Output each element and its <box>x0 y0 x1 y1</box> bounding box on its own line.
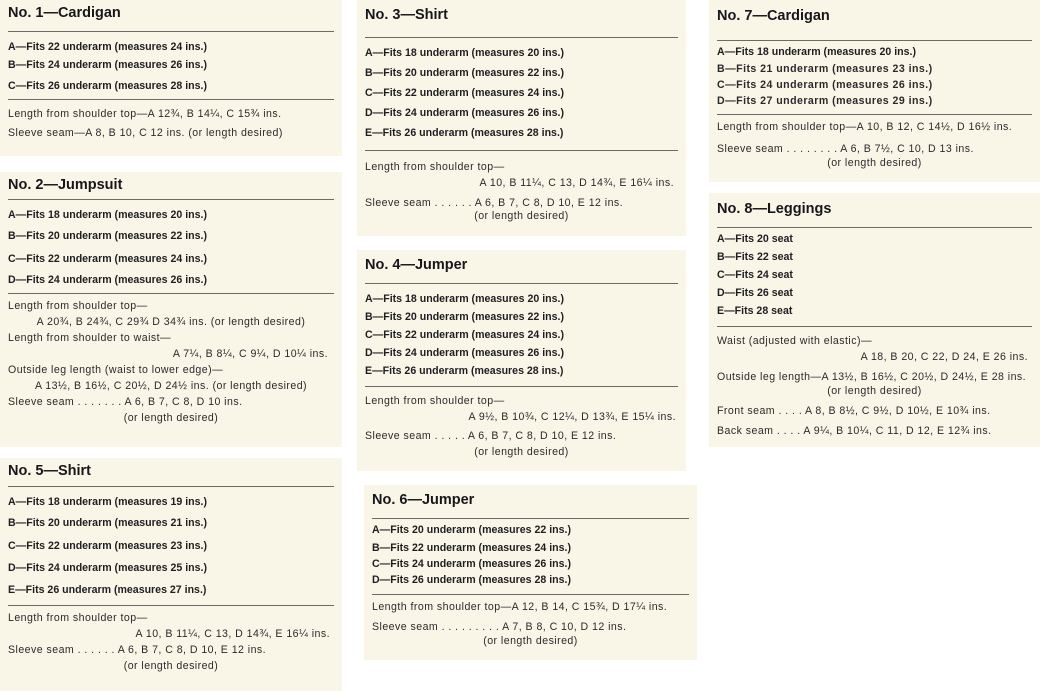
size-a-line: A—Fits 22 underarm (measures 24 ins.) <box>8 41 208 53</box>
divider <box>8 99 334 100</box>
leg-line: Outside leg length—A 13½, B 16½, C 20½, D 24½, E 28 ins. <box>717 371 1027 383</box>
sleeve-line: Sleeve seam . . . . . . . A 6, B 7, C 8, D 10 ins. <box>8 396 243 408</box>
waist-values: A 7¼, B 8¼, C 9¼, D 10¼ ins. <box>172 348 328 360</box>
size-b-line: B—Fits 20 underarm (measures 22 ins.) <box>8 230 208 242</box>
pattern-3-title: No. 3—Shirt <box>365 7 448 23</box>
size-c-line: C—Fits 22 underarm (measures 23 ins.) <box>8 540 208 552</box>
pattern-7-title: No. 7—Cardigan <box>717 8 830 24</box>
divider <box>717 40 1032 41</box>
size-d-line: D—Fits 26 underarm (measures 28 ins.) <box>372 574 572 586</box>
sleeve-line: Sleeve seam—A 8, B 10, C 12 ins. (or length desired) <box>8 127 283 139</box>
divider <box>365 386 678 387</box>
size-e-line: E—Fits 26 underarm (measures 28 ins.) <box>365 127 564 139</box>
divider <box>8 605 334 606</box>
size-a-line: A—Fits 18 underarm (measures 19 ins.) <box>8 496 208 508</box>
sleeve-note: (or length desired) <box>123 660 219 672</box>
size-a-line: A—Fits 18 underarm (measures 20 ins.) <box>365 293 565 305</box>
leg-values: A 13½, B 16½, C 20½, D 24½ ins. (or length desired) <box>34 380 308 392</box>
size-d-line: D—Fits 24 underarm (measures 26 ins.) <box>8 274 208 286</box>
waist-values: A 18, B 20, C 22, D 24, E 26 ins. <box>860 351 1028 363</box>
size-d-line: D—Fits 24 underarm (measures 25 ins.) <box>8 562 208 574</box>
size-c-line: C—Fits 22 underarm (measures 24 ins.) <box>365 329 565 341</box>
size-a-line: A—Fits 18 underarm (measures 20 ins.) <box>365 47 565 59</box>
size-b-line: B—Fits 20 underarm (measures 21 ins.) <box>8 517 208 529</box>
divider <box>8 293 334 294</box>
size-e-line: E—Fits 26 underarm (measures 27 ins.) <box>8 584 207 596</box>
divider <box>372 594 689 595</box>
sleeve-note: (or length desired) <box>474 446 569 458</box>
pattern-6-title: No. 6—Jumper <box>372 492 475 508</box>
sleeve-line: Sleeve seam . . . . . . A 6, B 7, C 8, D 10, E 12 ins. <box>8 644 267 656</box>
size-c-line: C—Fits 26 underarm (measures 28 ins.) <box>8 80 208 92</box>
length-values: A 9½, B 10¾, C 12¼, D 13¾, E 15¼ ins. <box>468 411 676 423</box>
sleeve-note: (or length desired) <box>827 157 922 169</box>
leg-note: (or length desired) <box>827 385 922 397</box>
size-c-line: C—Fits 22 underarm (measures 24 ins.) <box>8 253 208 265</box>
size-d-line: D—Fits 27 underarm (measures 29 ins.) <box>717 95 933 107</box>
size-b-line: B—Fits 22 underarm (measures 24 ins.) <box>372 542 572 554</box>
pattern-7-panel <box>709 0 1040 182</box>
pattern-4-panel <box>357 250 686 471</box>
size-b-line: B—Fits 21 underarm (measures 23 ins.) <box>717 63 933 75</box>
size-c-line: C—Fits 22 underarm (measures 24 ins.) <box>365 87 565 99</box>
size-c-line: C—Fits 24 seat <box>717 269 793 281</box>
divider <box>717 326 1032 327</box>
divider <box>8 199 334 200</box>
pattern-5-title: No. 5—Shirt <box>8 463 91 479</box>
length-label: Length from shoulder top— <box>8 612 148 624</box>
length-label: Length from shoulder top— <box>8 300 148 312</box>
sleeve-note: (or length desired) <box>474 210 569 222</box>
size-b-line: B—Fits 20 underarm (measures 22 ins.) <box>365 67 565 79</box>
length-line: Length from shoulder top—A 12¾, B 14¼, C 15¾ ins. <box>8 108 282 120</box>
sleeve-note: (or length desired) <box>483 635 578 647</box>
divider <box>8 31 334 32</box>
size-e-line: E—Fits 28 seat <box>717 305 793 317</box>
size-b-line: B—Fits 24 underarm (measures 26 ins.) <box>8 59 208 71</box>
sleeve-line: Sleeve seam . . . . . . A 6, B 7, C 8, D 10, E 12 ins. <box>365 197 624 209</box>
size-e-line: E—Fits 26 underarm (measures 28 ins.) <box>365 365 564 377</box>
waist-label: Waist (adjusted with elastic)— <box>717 335 872 347</box>
leg-label: Outside leg length (waist to lower edge)— <box>8 364 224 376</box>
sleeve-line: Sleeve seam . . . . . A 6, B 7, C 8, D 10, E 12 ins. <box>365 430 617 442</box>
size-a-line: A—Fits 18 underarm (measures 20 ins.) <box>717 46 917 58</box>
length-label: Length from shoulder top— <box>365 395 505 407</box>
length-values: A 10, B 11¼, C 13, D 14¾, E 16¼ ins. <box>135 628 330 640</box>
divider <box>365 283 678 284</box>
length-values: A 10, B 11¼, C 13, D 14¾, E 16¼ ins. <box>479 177 674 189</box>
sleeve-line: Sleeve seam . . . . . . . . A 6, B 7½, C 10, D 13 ins. <box>717 143 974 155</box>
front-seam-line: Front seam . . . . A 8, B 8½, C 9½, D 10½, E 10¾ ins. <box>717 405 991 417</box>
pattern-6-panel <box>364 485 697 660</box>
pattern-3-panel <box>357 0 686 236</box>
pattern-1-title: No. 1—Cardigan <box>8 5 121 21</box>
size-d-line: D—Fits 24 underarm (measures 26 ins.) <box>365 347 565 359</box>
length-label: Length from shoulder top— <box>365 161 505 173</box>
divider <box>717 227 1032 228</box>
size-d-line: D—Fits 24 underarm (measures 26 ins.) <box>365 107 565 119</box>
waist-label: Length from shoulder to waist— <box>8 332 172 344</box>
size-b-line: B—Fits 20 underarm (measures 22 ins.) <box>365 311 565 323</box>
size-a-line: A—Fits 18 underarm (measures 20 ins.) <box>8 209 208 221</box>
pattern-8-panel <box>709 193 1040 447</box>
divider <box>365 150 678 151</box>
pattern-1-panel <box>0 0 342 156</box>
size-a-line: A—Fits 20 seat <box>717 233 793 245</box>
sleeve-line: Sleeve seam . . . . . . . . . A 7, B 8, C 10, D 12 ins. <box>372 621 627 633</box>
pattern-2-title: No. 2—Jumpsuit <box>8 177 123 193</box>
size-c-line: C—Fits 24 underarm (measures 26 ins.) <box>372 558 572 570</box>
sleeve-note: (or length desired) <box>123 412 219 424</box>
divider <box>717 114 1032 115</box>
length-values: A 20¾, B 24¾, C 29¾ D 34¾ ins. (or length desired) <box>36 316 306 328</box>
size-c-line: C—Fits 24 underarm (measures 26 ins.) <box>717 79 933 91</box>
back-seam-line: Back seam . . . . A 9¼, B 10¼, C 11, D 12, E 12¾ ins. <box>717 425 992 437</box>
size-b-line: B—Fits 22 seat <box>717 251 793 263</box>
size-a-line: A—Fits 20 underarm (measures 22 ins.) <box>372 524 572 536</box>
divider <box>372 518 689 519</box>
size-d-line: D—Fits 26 seat <box>717 287 793 299</box>
length-line: Length from shoulder top—A 12, B 14, C 15¾, D 17¼ ins. <box>372 601 668 613</box>
pattern-8-title: No. 8—Leggings <box>717 201 832 217</box>
pattern-4-title: No. 4—Jumper <box>365 257 468 273</box>
divider <box>8 486 334 487</box>
pattern-2-panel <box>0 172 342 447</box>
pattern-5-panel <box>0 458 342 691</box>
length-line: Length from shoulder top—A 10, B 12, C 14½, D 16½ ins. <box>717 121 1013 133</box>
divider <box>365 37 678 38</box>
